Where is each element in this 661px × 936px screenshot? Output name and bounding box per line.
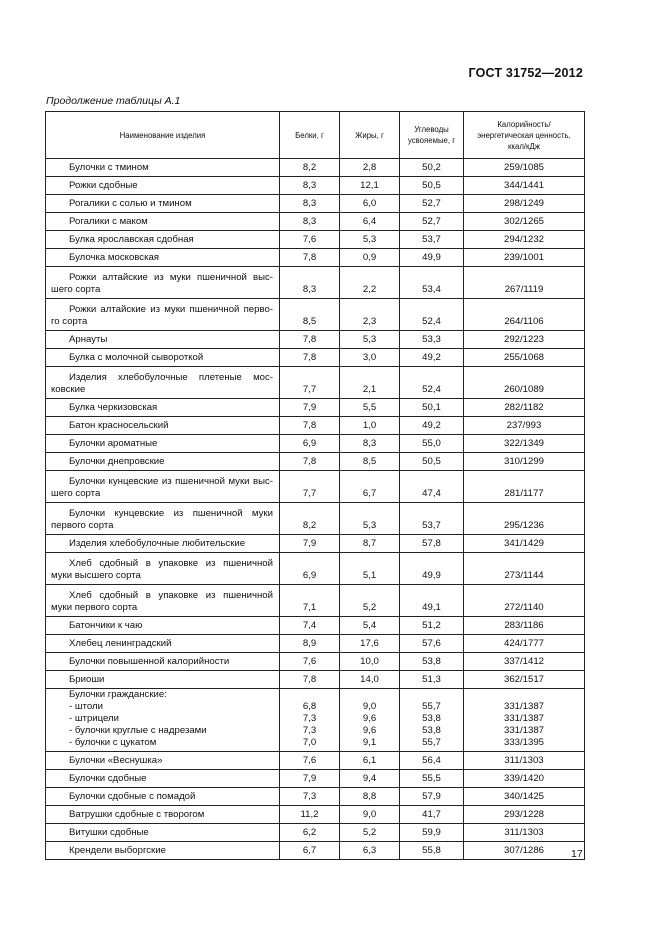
calories-cell: 282/1182 [464,399,585,417]
group-item-value: 55,7 [422,737,441,748]
fat-cell: 9,0 [340,806,400,824]
carbs-cell: 47,4 [400,471,464,503]
calories-cell [464,689,585,752]
fat-cell: 8,3 [340,435,400,453]
carbs-cell: 51,2 [400,617,464,635]
product-name-cell [46,417,280,435]
protein-cell: 6,7 [280,842,340,860]
carbs-cell: 49,9 [400,249,464,267]
calories-cell: 322/1349 [464,435,585,453]
page-number: 17 [571,848,583,860]
calories-cell: 341/1429 [464,535,585,553]
carbs-cell: 52,4 [400,367,464,399]
product-name-cell [46,299,280,331]
table-row [46,399,585,417]
product-name-line: Арнауты [69,334,108,345]
group-item-value: 6,8 [302,701,317,712]
product-name-line: Рогалики с солью и тмином [69,198,192,209]
product-name-line: муки высшего сорта [51,570,141,581]
calories-cell: 295/1236 [464,503,585,535]
table-row [46,249,585,267]
carbs-cell: 52,4 [400,299,464,331]
fat-cell [340,689,400,752]
group-item-value: 331/1387 [503,713,544,724]
carbs-cell: 53,7 [400,231,464,249]
carbs-cell: 50,1 [400,399,464,417]
protein-cell: 8,2 [280,159,340,177]
product-name-cell [46,249,280,267]
carbs-cell: 56,4 [400,752,464,770]
group-item-value: 55,7 [422,701,441,712]
table-row [46,367,585,399]
carbs-cell: 49,2 [400,349,464,367]
protein-cell: 6,2 [280,824,340,842]
table-row [46,453,585,471]
carbs-cell: 53,3 [400,331,464,349]
table-body [46,159,585,860]
group-item-value: 9,0 [362,701,377,712]
table-row [46,842,585,860]
protein-cell: 8,3 [280,177,340,195]
standard-designation: ГОСТ 31752—2012 [468,66,583,80]
group-item-name: - штоли [69,701,103,712]
carbs-cell: 51,3 [400,671,464,689]
product-name-line: шего сорта [51,284,101,295]
product-group-cell [46,689,280,752]
table-row [46,824,585,842]
group-item-name: - булочки с цукатом [69,737,157,748]
protein-cell: 7,8 [280,349,340,367]
table-row [46,471,585,503]
fat-cell: 12,1 [340,177,400,195]
table-row [46,770,585,788]
nutrition-table [45,111,585,860]
product-name-cell [46,267,280,299]
product-name-cell [46,367,280,399]
table-row [46,213,585,231]
calories-cell: 307/1286 [464,842,585,860]
carbs-cell: 50,5 [400,453,464,471]
group-item-value: 7,3 [302,725,317,736]
product-name-line: Изделия хлебобулочные плетеные мос- [69,372,273,383]
protein-cell: 6,9 [280,435,340,453]
product-name-line: Булочки кунцевские из пшеничной муки [69,508,273,519]
product-name-line: Рожки сдобные [69,180,138,191]
col-header-carbs: Углеводы усвояемые, г [400,112,464,159]
product-name-line: Хлеб сдобный в упаковке из пшеничной [69,558,273,569]
table-row [46,671,585,689]
product-name-cell [46,617,280,635]
product-name-line: Булочки сдобные с помадой [69,791,196,802]
product-name-cell [46,824,280,842]
fat-cell: 6,4 [340,213,400,231]
calories-cell: 311/1303 [464,824,585,842]
group-title: Булочки гражданские: [69,689,167,700]
product-name-cell [46,349,280,367]
protein-cell: 7,8 [280,417,340,435]
table-row [46,159,585,177]
table-row [46,535,585,553]
fat-cell: 1,0 [340,417,400,435]
product-name-line: Хлеб сдобный в упаковке из пшеничной [69,590,273,601]
fat-cell: 9,4 [340,770,400,788]
group-item-value: 9,1 [362,737,377,748]
product-name-cell [46,635,280,653]
product-name-line: Булочки сдобные [69,773,147,784]
fat-cell: 5,1 [340,553,400,585]
calories-cell: 259/1085 [464,159,585,177]
calories-cell: 340/1425 [464,788,585,806]
group-item-value: 331/1387 [503,725,544,736]
group-item-name: - булочки круглые с надрезами [69,725,207,736]
product-name-line: го сорта [51,316,88,327]
table-row [46,635,585,653]
product-name-line: Рогалики с маком [69,216,148,227]
fat-cell: 6,0 [340,195,400,213]
fat-cell: 2,3 [340,299,400,331]
product-name-cell [46,399,280,417]
calories-cell: 424/1777 [464,635,585,653]
group-item-value: 53,8 [422,713,441,724]
group-item-value: 331/1387 [503,701,544,712]
fat-cell: 8,7 [340,535,400,553]
fat-cell: 5,3 [340,331,400,349]
product-name-line: ковские [51,384,86,395]
fat-cell: 6,3 [340,842,400,860]
product-name-line: Хлебец ленинградский [69,638,172,649]
table-row-group [46,689,585,752]
carbs-cell: 59,9 [400,824,464,842]
carbs-cell: 41,7 [400,806,464,824]
protein-cell: 7,6 [280,653,340,671]
protein-cell: 7,7 [280,471,340,503]
protein-cell: 7,7 [280,367,340,399]
table-row [46,503,585,535]
product-name-cell [46,195,280,213]
product-name-line: Булочки «Веснушка» [69,755,163,766]
carbs-cell: 57,8 [400,535,464,553]
fat-cell: 0,9 [340,249,400,267]
product-name-cell [46,752,280,770]
protein-cell: 11,2 [280,806,340,824]
fat-cell: 5,2 [340,824,400,842]
product-name-line: Булка с молочной сывороткой [69,352,204,363]
carbs-cell: 52,7 [400,195,464,213]
product-name-cell [46,213,280,231]
protein-cell: 8,2 [280,503,340,535]
product-name-line: Изделия хлебобулочные любительские [69,538,246,549]
calories-cell: 294/1232 [464,231,585,249]
table-row [46,806,585,824]
protein-cell: 6,9 [280,553,340,585]
calories-cell: 283/1186 [464,617,585,635]
fat-cell: 14,0 [340,671,400,689]
product-name-line: Булочки с тмином [69,162,149,173]
col-header-protein: Белки, г [280,112,340,159]
product-name-cell [46,842,280,860]
fat-cell: 5,3 [340,503,400,535]
fat-cell: 8,5 [340,453,400,471]
product-name-line: Булка ярославская сдобная [69,234,194,245]
col-header-calories: Калорийность/ энергетическая ценность, ккал/кДж [464,112,585,159]
product-name-line: Булочки повышенной калорийности [69,656,230,667]
product-name-line: Витушки сдобные [69,827,149,838]
table-row [46,553,585,585]
protein-cell: 8,9 [280,635,340,653]
carbs-cell [400,689,464,752]
protein-cell: 7,8 [280,453,340,471]
product-name-line: первого сорта [51,520,114,531]
product-name-line: Булочки кунцевские из пшеничной муки выс- [69,476,273,487]
carbs-cell: 49,9 [400,553,464,585]
carbs-cell: 57,6 [400,635,464,653]
protein-cell: 7,8 [280,331,340,349]
table-row [46,617,585,635]
calories-cell: 311/1303 [464,752,585,770]
table-row [46,331,585,349]
protein-cell: 7,1 [280,585,340,617]
col-header-fat: Жиры, г [340,112,400,159]
col-header-name: Наименование изделия [46,112,280,159]
calories-cell: 260/1089 [464,367,585,399]
product-name-cell [46,435,280,453]
product-name-cell [46,553,280,585]
carbs-cell: 53,8 [400,653,464,671]
protein-cell: 7,9 [280,535,340,553]
fat-cell: 5,5 [340,399,400,417]
table-row [46,653,585,671]
calories-cell: 272/1140 [464,585,585,617]
product-name-line: Батон красносельский [69,420,169,431]
carbs-cell: 50,5 [400,177,464,195]
table-row [46,435,585,453]
protein-cell: 7,8 [280,249,340,267]
product-name-line: Рожки алтайские из муки пшеничной перво- [69,304,273,315]
calories-cell: 302/1265 [464,213,585,231]
product-name-cell [46,453,280,471]
calories-cell: 362/1517 [464,671,585,689]
calories-cell: 239/1001 [464,249,585,267]
protein-cell: 7,8 [280,671,340,689]
carbs-cell: 49,1 [400,585,464,617]
calories-cell: 337/1412 [464,653,585,671]
calories-cell: 273/1144 [464,553,585,585]
product-name-cell [46,331,280,349]
carbs-cell: 55,8 [400,842,464,860]
group-item-value: 53,8 [422,725,441,736]
calories-cell: 281/1177 [464,471,585,503]
fat-cell: 5,2 [340,585,400,617]
product-name-line: Булочка московская [69,252,160,263]
group-item-name: - штрицели [69,713,120,724]
fat-cell: 5,4 [340,617,400,635]
table-row [46,231,585,249]
product-name-cell [46,671,280,689]
table-continuation-caption: Продолжение таблицы А.1 [46,95,181,107]
calories-cell: 298/1249 [464,195,585,213]
product-name-line: Ватрушки сдобные с творогом [69,809,205,820]
product-name-cell [46,770,280,788]
product-name-line: Булка черкизовская [69,402,158,413]
calories-cell: 293/1228 [464,806,585,824]
product-name-cell [46,788,280,806]
product-name-cell [46,585,280,617]
fat-cell: 2,2 [340,267,400,299]
protein-cell: 7,3 [280,788,340,806]
protein-cell: 7,9 [280,399,340,417]
carbs-cell: 53,7 [400,503,464,535]
calories-cell: 267/1119 [464,267,585,299]
fat-cell: 10,0 [340,653,400,671]
fat-cell: 3,0 [340,349,400,367]
protein-cell: 8,3 [280,195,340,213]
product-name-line: Булочки ароматные [69,438,158,449]
table-row [46,752,585,770]
calories-cell: 237/993 [464,417,585,435]
product-name-line: Бриоши [69,674,105,685]
product-name-cell [46,231,280,249]
table-row [46,417,585,435]
group-item-value: 7,0 [302,737,317,748]
table-row [46,349,585,367]
calories-cell: 264/1106 [464,299,585,331]
protein-cell: 8,3 [280,267,340,299]
fat-cell: 5,3 [340,231,400,249]
table-row [46,267,585,299]
protein-cell: 8,3 [280,213,340,231]
group-item-value: 333/1395 [503,737,544,748]
product-name-cell [46,653,280,671]
group-item-value: 9,6 [362,725,377,736]
product-name-cell [46,471,280,503]
carbs-cell: 53,4 [400,267,464,299]
product-name-cell [46,159,280,177]
fat-cell: 6,7 [340,471,400,503]
product-name-cell [46,806,280,824]
table-row [46,177,585,195]
protein-cell: 7,6 [280,752,340,770]
group-item-value: 7,3 [302,713,317,724]
product-name-cell [46,177,280,195]
fat-cell: 17,6 [340,635,400,653]
fat-cell: 8,8 [340,788,400,806]
product-name-line: шего сорта [51,488,101,499]
carbs-cell: 55,0 [400,435,464,453]
protein-cell [280,689,340,752]
table-row [46,788,585,806]
calories-cell: 255/1068 [464,349,585,367]
group-item-value: 9,6 [362,713,377,724]
product-name-line: Булочки днепровские [69,456,165,467]
fat-cell: 2,8 [340,159,400,177]
fat-cell: 2,1 [340,367,400,399]
product-name-line: муки первого сорта [51,602,138,613]
protein-cell: 8,5 [280,299,340,331]
carbs-cell: 50,2 [400,159,464,177]
table-row [46,299,585,331]
carbs-cell: 52,7 [400,213,464,231]
product-name-line: Батончики к чаю [69,620,143,631]
table-header-row [46,112,585,159]
carbs-cell: 49,2 [400,417,464,435]
calories-cell: 310/1299 [464,453,585,471]
table-row [46,585,585,617]
protein-cell: 7,9 [280,770,340,788]
product-name-line: Рожки алтайские из муки пшеничной выс- [69,272,273,283]
carbs-cell: 57,9 [400,788,464,806]
protein-cell: 7,4 [280,617,340,635]
calories-cell: 292/1223 [464,331,585,349]
carbs-cell: 55,5 [400,770,464,788]
product-name-line: Крендели выборгские [69,845,166,856]
table-row [46,195,585,213]
product-name-cell [46,503,280,535]
product-name-cell [46,535,280,553]
fat-cell: 6,1 [340,752,400,770]
calories-cell: 344/1441 [464,177,585,195]
protein-cell: 7,6 [280,231,340,249]
calories-cell: 339/1420 [464,770,585,788]
